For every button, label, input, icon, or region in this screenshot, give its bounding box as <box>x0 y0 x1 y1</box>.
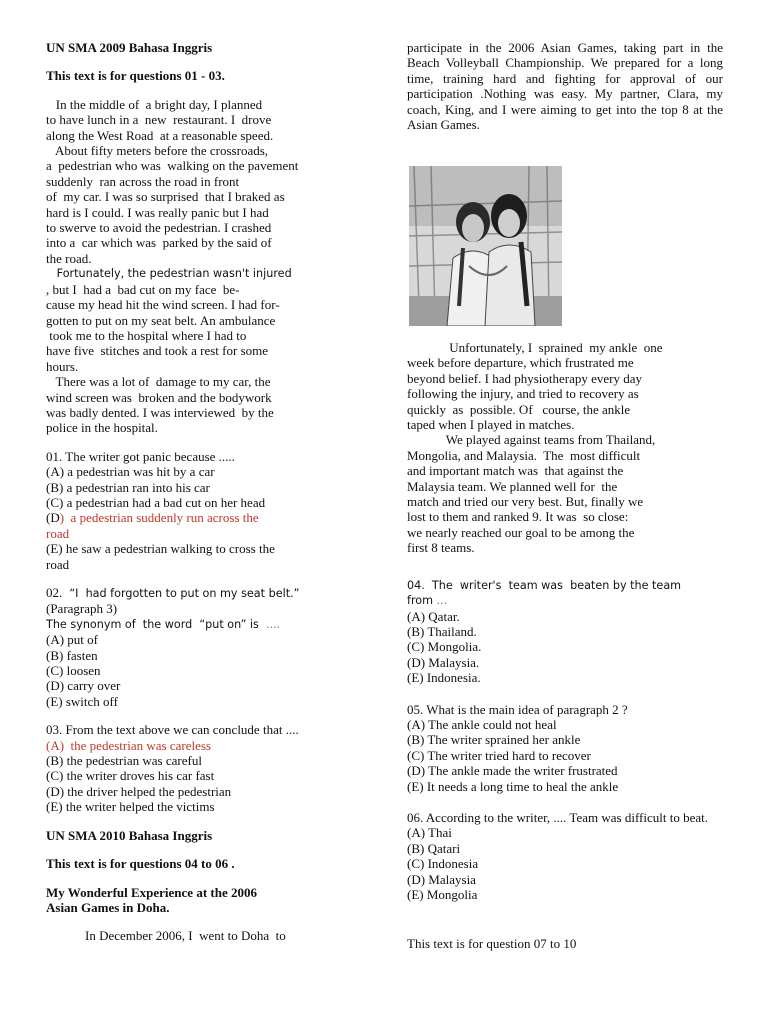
option-b: (B) Thailand. <box>407 623 477 639</box>
option-c: (C) a pedestrian had a bad cut on her head <box>46 494 266 510</box>
story-line: There was a lot of damage to my car, the <box>46 374 271 390</box>
passage-line: Mongolia, and Malaysia. The most difficult <box>407 447 641 463</box>
passage-line: we nearly reached our goal to be among the <box>407 524 635 540</box>
story-line: gotten to put on my seat belt. An ambulance <box>46 312 276 328</box>
question-text-from: from <box>407 594 437 608</box>
option-c: (C) the writer droves his car fast <box>46 768 215 784</box>
option-c: (C) Indonesia <box>407 856 479 872</box>
story-line: suddenly ran across the road in front <box>46 173 240 189</box>
option-c: (C) The writer tried hard to recover <box>407 747 591 763</box>
passage-line: Unfortunately, I sprained my ankle one <box>407 340 663 355</box>
option-c: (C) loosen <box>46 663 101 679</box>
option-b: (B) Qatari <box>407 840 461 856</box>
story-line: wind screen was broken and the bodywork <box>46 389 272 405</box>
option-e: (E) switch off <box>46 693 118 709</box>
option-d: (D) Malaysia. <box>407 654 480 670</box>
option-c: (C) Mongolia. <box>407 639 482 655</box>
question-02 <box>46 585 366 709</box>
option-a: (A) Qatar. <box>407 608 460 624</box>
passage-line: match and tried our very best. But, finally we <box>407 494 644 510</box>
story-line: About fifty meters before the crossroads, <box>46 143 269 159</box>
option-d: (D) the driver helped the pedestrian <box>46 783 232 799</box>
question-prompt-text: The synonym of the word “put on” is <box>46 617 266 631</box>
story-line: police in the hospital. <box>46 420 158 436</box>
option-b: (B) the pedestrian was careful <box>46 753 202 769</box>
question-text: 06. According to the writer, .... Team was difficult to beat. <box>407 809 708 825</box>
question-prompt <box>46 617 366 632</box>
section-heading-2010: UN SMA 2010 Bahasa Inggris <box>46 827 213 843</box>
correct-answer-continued: road <box>46 525 70 541</box>
right-column <box>407 40 723 132</box>
story-line: , but I had a bad cut on my face be- <box>46 281 240 297</box>
story-line: to swerve to avoid the pedestrian. I crashed <box>46 220 272 236</box>
question-text <box>46 585 366 601</box>
story-line: hard is I could. I was really panic but I had <box>46 204 269 220</box>
option-d <box>46 510 366 525</box>
story-line: along the West Road at a reasonable speed. <box>46 127 274 143</box>
question-01 <box>46 449 366 572</box>
volleyball-players-photo <box>409 166 562 326</box>
blank-dots: .... <box>266 617 281 631</box>
passage-title-continued: Asian Games in Doha. <box>46 899 170 915</box>
question-text: 01. The writer got panic because ..... <box>46 448 235 464</box>
option-e: (E) he saw a pedestrian walking to cross the <box>46 541 275 557</box>
story-line: took me to the hospital where I had to <box>46 327 247 343</box>
passage-title: My Wonderful Experience at the 2006 <box>46 884 257 900</box>
passage-line: Malaysia team. We planned well for the <box>407 478 618 494</box>
paragraph-reference: (Paragraph 3) <box>46 601 118 617</box>
option-a: (A) put of <box>46 632 98 648</box>
option-e-continued: road <box>46 556 70 572</box>
story-line: In the middle of a bright day, I planned <box>46 96 263 112</box>
story-paragraph <box>46 97 366 436</box>
passage-paragraph-2 <box>407 340 723 556</box>
left-column <box>46 40 366 944</box>
passage-line: taped when I played in matches. <box>407 417 575 433</box>
quoted-sentence: “I had forgotten to put on my seat belt.” <box>62 587 300 600</box>
passage-line: beyond belief. I had physiotherapy every day <box>407 370 643 386</box>
story-line: was badly dented. I was interviewed by the <box>46 404 274 420</box>
question-text-continued <box>407 593 723 608</box>
option-e: (E) the writer helped the victims <box>46 799 215 815</box>
story-line: cause my head hit the wind screen. I had for- <box>46 297 280 313</box>
option-e: (E) Indonesia. <box>407 670 481 686</box>
passage-intro: participate in the 2006 Asian Games, taking part in the Beach Volleyball Championship. We prepared for a long time, training hard and fighting for approval of our participation .Nothing was easy. My partner, Clara, my coach, King, and I were aiming to get into the top 8 at the Asian Games. <box>407 40 723 133</box>
option-e: (E) It needs a long time to heal the ankle <box>407 778 619 794</box>
question-03 <box>46 722 366 814</box>
story-line: a pedestrian who was walking on the pavement <box>46 158 299 174</box>
option-b: (B) a pedestrian ran into his car <box>46 479 210 495</box>
correct-answer: ) the pedestrian was careless <box>59 737 211 753</box>
question-text: 04. The writer's team was beaten by the team <box>407 578 682 592</box>
option-d: (D) Malaysia <box>407 871 476 887</box>
option-a: (A) The ankle could not heal <box>407 716 557 732</box>
option-b: (B) The writer sprained her ankle <box>407 732 581 748</box>
text-instruction-04-06: This text is for questions 04 to 06 . <box>46 856 235 872</box>
passage-line: and important match was that against the <box>407 463 624 479</box>
passage-opening-line: In December 2006, I went to Doha to <box>46 928 286 944</box>
option-a: (A) Thai <box>407 825 452 841</box>
story-line: to have lunch in a new restaurant. I drove <box>46 112 272 128</box>
question-06 <box>407 810 723 902</box>
option-d: (D) carry over <box>46 678 121 694</box>
question-number: 02. <box>46 585 63 600</box>
option-a-prefix: (A <box>46 737 60 753</box>
option-a <box>46 738 366 753</box>
story-line: of my car. I was so surprised that I braked as <box>46 189 285 205</box>
passage-line: first 8 teams. <box>407 540 475 556</box>
option-b: (B) fasten <box>46 647 98 663</box>
option-d: (D) The ankle made the writer frustrated <box>407 763 618 779</box>
passage-line: lost to them and ranked 9. It was so close: <box>407 509 629 525</box>
option-a: (A) a pedestrian was hit by a car <box>46 464 215 480</box>
story-line: Fortunately, the pedestrian wasn't injured <box>46 267 292 281</box>
passage-line: quickly as possible. Of course, the ankle <box>407 401 631 417</box>
passage-line: following the injury, and tried to recovery as <box>407 386 639 402</box>
passage-line: We played against teams from Thailand, <box>407 432 656 448</box>
section-heading-2009: UN SMA 2009 Bahasa Inggris <box>46 40 213 55</box>
question-05 <box>407 702 723 794</box>
question-text: 05. What is the main idea of paragraph 2 ? <box>407 701 628 717</box>
passage-line: week before departure, which frustrated me <box>407 355 634 371</box>
question-04 <box>407 578 723 686</box>
text-instruction-01-03: This text is for questions 01 - 03. <box>46 68 225 84</box>
story-line: have five stitches and took a rest for some <box>46 343 269 359</box>
question-text: 03. From the text above we can conclude that .... <box>46 722 299 738</box>
story-line: hours. <box>46 358 79 374</box>
option-d-prefix: (D <box>46 510 60 526</box>
story-line: into a car which was parked by the said of <box>46 235 272 251</box>
option-e: (E) Mongolia <box>407 887 478 902</box>
story-line: the road. <box>46 250 92 266</box>
correct-answer: ) a pedestrian suddenly run across the <box>59 510 259 526</box>
right-column-lower <box>407 340 723 952</box>
next-text-instruction: This text is for question 07 to 10 <box>407 936 577 952</box>
blank-dots: ... <box>436 594 448 608</box>
photo-image <box>409 166 562 326</box>
